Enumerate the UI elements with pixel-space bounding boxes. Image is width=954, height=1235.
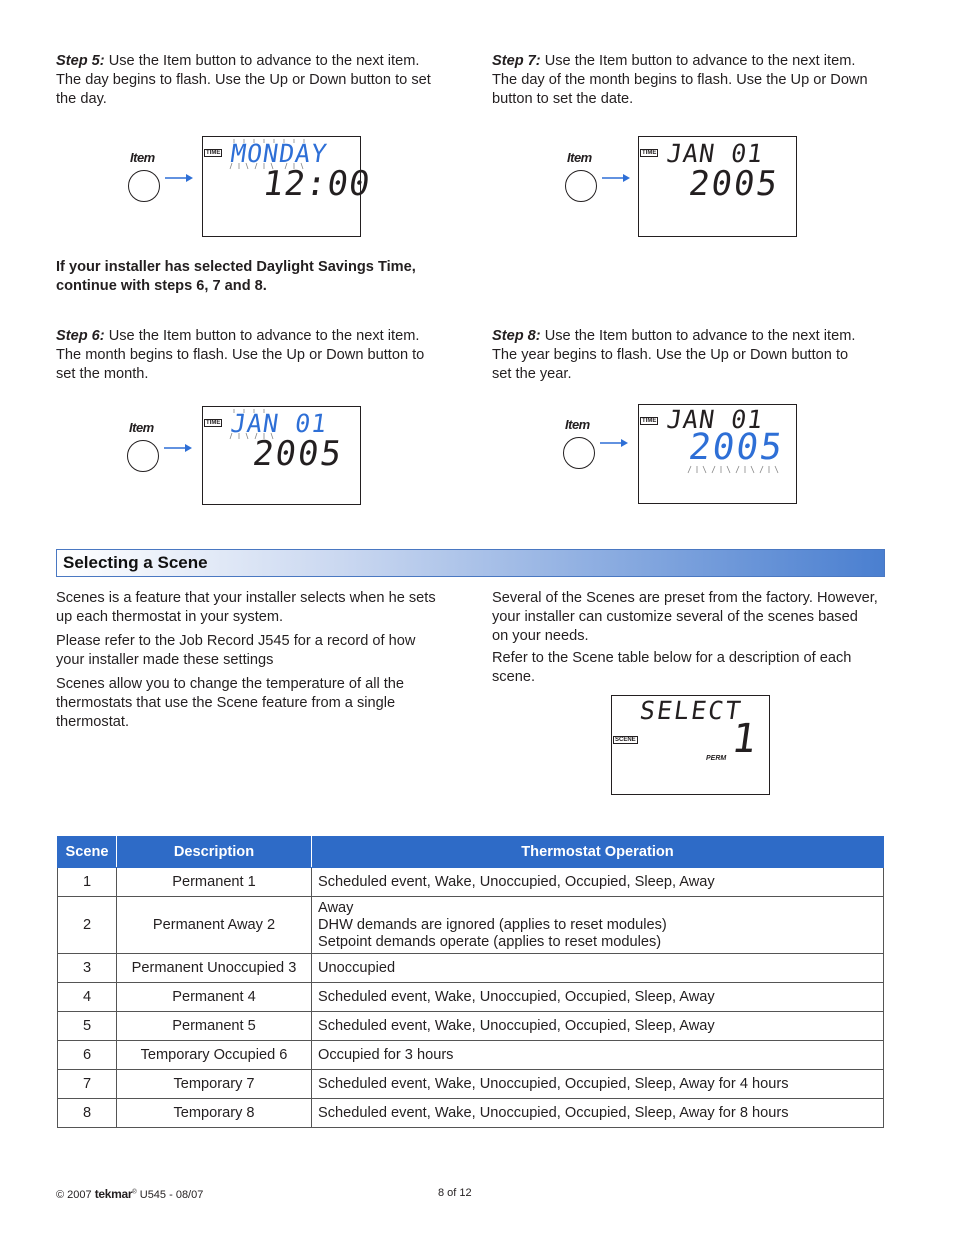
scene-operation: Away DHW demands are ignored (applies to reset modules) Setpoint demands operate (applies to reset modules) <box>312 897 884 954</box>
footer-doc-number: U545 - 08/07 <box>139 1189 204 1201</box>
table-header-row <box>58 837 884 868</box>
table-row <box>58 1099 884 1128</box>
scene-description: Permanent 1 <box>117 868 312 897</box>
step8-label: Step 8: <box>492 328 541 344</box>
arrow-right-icon <box>601 172 631 184</box>
lcd-line2: 2005 <box>686 427 787 468</box>
scene-description: Temporary Occupied 6 <box>117 1041 312 1070</box>
scene-operation: Scheduled event, Wake, Unoccupied, Occupied, Sleep, Away <box>312 868 884 897</box>
section-header-selecting-scene <box>56 549 885 577</box>
item-button-group-step5 <box>128 150 198 205</box>
item-button[interactable] <box>128 170 160 202</box>
item-button[interactable] <box>565 170 597 202</box>
footer-left: © 2007 tekmar® U545 - 08/07 <box>56 1187 204 1201</box>
item-button-label: Item <box>129 420 154 435</box>
lcd-month: JAN 01 <box>228 409 330 438</box>
lcd-line1: JAN 01 <box>664 405 766 434</box>
lcd-time-tag: TIME <box>206 150 221 156</box>
scene-number: 3 <box>58 954 117 983</box>
lcd-line2: 2005 <box>686 164 782 204</box>
table-row <box>58 868 884 897</box>
item-button[interactable] <box>127 440 159 472</box>
table-row <box>58 954 884 983</box>
step8-text: Step 8: Use the Item button to advance to the next item. The year begins to flash. Use the Up or Down button to set the year. <box>492 328 856 382</box>
arrow-right-icon <box>164 172 194 184</box>
table-row <box>58 1070 884 1099</box>
scene-description: Temporary 7 <box>117 1070 312 1099</box>
lcd-time-tag: TIME <box>206 420 221 426</box>
arrow-right-icon <box>163 442 193 454</box>
lcd-scene-tag: SCENE <box>615 737 636 743</box>
lcd-line1: SELECT <box>637 696 745 725</box>
scene-number: 6 <box>58 1041 117 1070</box>
step6-label: Step 6: <box>56 328 105 344</box>
flash-marks-icon <box>687 465 797 477</box>
scene-number: 1 <box>58 868 117 897</box>
scene-description: Temporary 8 <box>117 1099 312 1128</box>
lcd-scene-value: 1 <box>728 716 760 762</box>
scenes-intro-right: Several of the Scenes are preset from the factory. However, your installer can customize several of the scenes based on your needs. Refer to the Scene table below for a description of each scene. <box>492 590 878 685</box>
lcd-display-scene-select <box>611 695 770 795</box>
scene-description: Permanent 5 <box>117 1012 312 1041</box>
scene-description: Permanent Away 2 <box>117 897 312 954</box>
arrow-right-icon <box>599 437 629 449</box>
lcd-display-step8 <box>638 404 797 504</box>
scene-operation: Unoccupied <box>312 954 884 983</box>
lcd-display-step6 <box>202 406 361 505</box>
scene-operation: Scheduled event, Wake, Unoccupied, Occupied, Sleep, Away <box>312 1012 884 1041</box>
header-scene: Scene <box>58 837 117 868</box>
table-row <box>58 1012 884 1041</box>
lcd-line2: 2005 <box>250 434 346 474</box>
scene-table <box>57 836 884 1128</box>
step7-label: Step 7: <box>492 53 541 69</box>
scene-number: 4 <box>58 983 117 1012</box>
scene-number: 5 <box>58 1012 117 1041</box>
scene-operation: Occupied for 3 hours <box>312 1041 884 1070</box>
item-button-label: Item <box>565 417 590 432</box>
table-row <box>58 1041 884 1070</box>
lcd-time-tag: TIME <box>642 418 657 424</box>
scene-number: 2 <box>58 897 117 954</box>
footer-page-number: 8 of 12 <box>438 1187 472 1199</box>
lcd-display-step7 <box>638 136 797 237</box>
item-button-label: Item <box>567 150 592 165</box>
step5-label: Step 5: <box>56 53 105 69</box>
lcd-time-tag: TIME <box>642 150 657 156</box>
item-button-group-step8 <box>563 417 633 472</box>
item-button-group-step7 <box>565 150 635 205</box>
header-description: Description <box>117 837 312 868</box>
lcd-display-step5 <box>202 136 374 237</box>
scene-operation: Scheduled event, Wake, Unoccupied, Occupied, Sleep, Away for 8 hours <box>312 1099 884 1128</box>
lcd-line2: 12:00 <box>260 164 374 204</box>
footer-copyright: © 2007 <box>56 1189 92 1201</box>
scene-operation: Scheduled event, Wake, Unoccupied, Occupied, Sleep, Away for 4 hours <box>312 1070 884 1099</box>
section-title: Selecting a Scene <box>63 553 208 572</box>
scene-number: 8 <box>58 1099 117 1128</box>
header-thermostat-operation: Thermostat Operation <box>312 837 884 868</box>
dst-note: If your installer has selected Daylight Savings Time, continue with steps 6, 7 and 8. <box>56 259 416 294</box>
scene-operation: Scheduled event, Wake, Unoccupied, Occupied, Sleep, Away <box>312 983 884 1012</box>
scenes-intro-left: Scenes is a feature that your installer selects when he sets up each thermostat in your system. Please refer to the Job Record J545 for a record of how your installer made these settings Scenes allow you to change the temperature of all the thermostats that use the Scene feature from a single thermostat. <box>56 590 436 730</box>
step5-text: Step 5: Use the Item button to advance to the next item. The day begins to flash. Use the Up or Down button to set the day. <box>56 53 431 107</box>
scene-description: Permanent 4 <box>117 983 312 1012</box>
step7-text: Step 7: Use the Item button to advance to the next item. The day of the month begins to flash. Use the Up or Down button to set the date. <box>492 53 868 107</box>
lcd-line1: MONDAY <box>228 139 330 168</box>
table-row <box>58 983 884 1012</box>
lcd-mode-tag: PERM <box>706 755 727 762</box>
scene-number: 7 <box>58 1070 117 1099</box>
item-button[interactable] <box>563 437 595 469</box>
step6-text: Step 6: Use the Item button to advance to the next item. The month begins to flash. Use the Up or Down button to set the month. <box>56 328 425 382</box>
footer-brand-logo: tekmar <box>94 1187 133 1201</box>
table-row <box>58 897 884 954</box>
item-button-label: Item <box>130 150 155 165</box>
scene-description: Permanent Unoccupied 3 <box>117 954 312 983</box>
lcd-line1: JAN 01 <box>664 139 766 168</box>
item-button-group-step6 <box>127 420 197 475</box>
